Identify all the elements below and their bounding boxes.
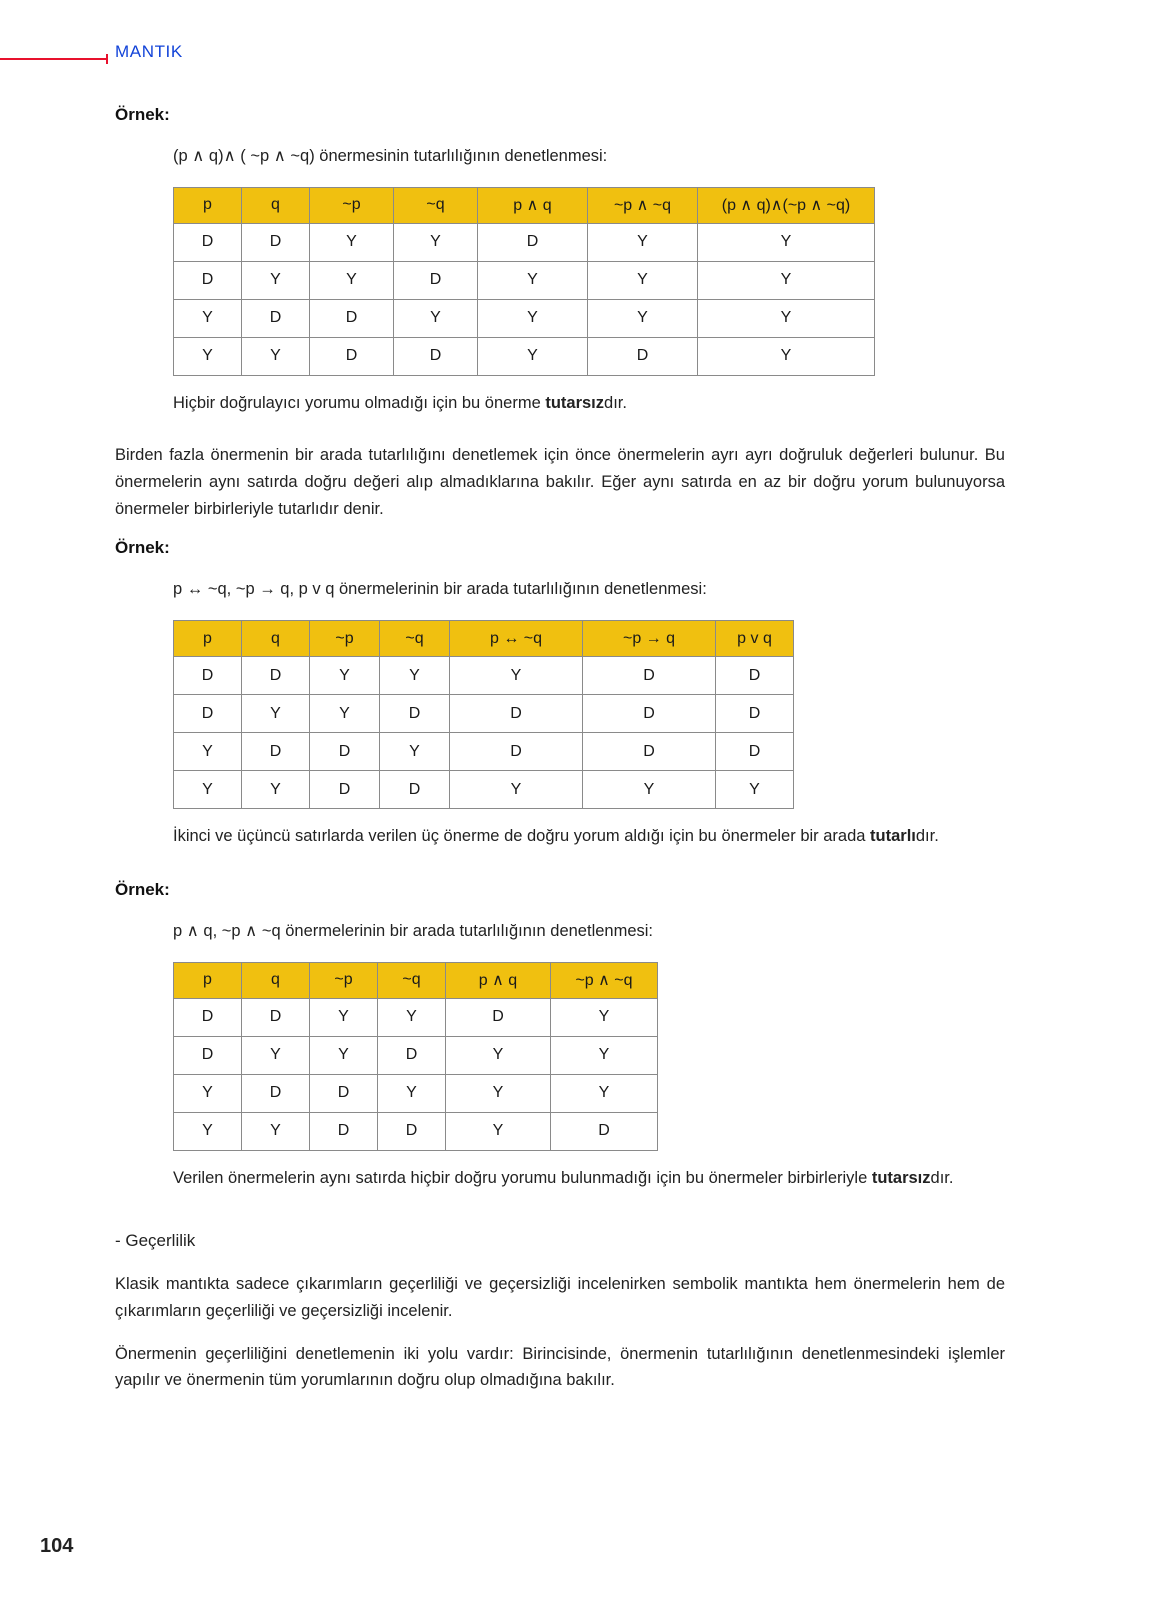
table-cell: Y bbox=[551, 998, 658, 1036]
table-cell: Y bbox=[174, 733, 242, 771]
table-row bbox=[174, 733, 794, 771]
example-2-proposition: p ↔ ~q, ~p → q, p v q önermelerinin bir arada tutarlılığının denetlenmesi: bbox=[173, 580, 707, 599]
col-header: ~q bbox=[394, 187, 478, 223]
col-header: ~q bbox=[380, 621, 450, 657]
table-header-row bbox=[174, 962, 658, 998]
table-cell: Y bbox=[310, 695, 380, 733]
col-header: ~q bbox=[378, 962, 446, 998]
table-cell: D bbox=[378, 1036, 446, 1074]
table-row bbox=[174, 337, 875, 375]
table-cell: D bbox=[310, 733, 380, 771]
table-cell: D bbox=[583, 695, 716, 733]
table-cell: D bbox=[174, 695, 242, 733]
col-header: q bbox=[242, 621, 310, 657]
table-header-row bbox=[174, 187, 875, 223]
table-cell: Y bbox=[446, 1074, 551, 1112]
table-cell: D bbox=[310, 299, 394, 337]
col-header: ~p ∧ ~q bbox=[588, 187, 698, 223]
example-2-label: Örnek: bbox=[115, 538, 170, 558]
table-cell: Y bbox=[698, 337, 875, 375]
table-row bbox=[174, 998, 658, 1036]
example-1-label: Örnek: bbox=[115, 105, 170, 124]
table-cell: Y bbox=[310, 1036, 378, 1074]
page-running-header bbox=[0, 42, 1152, 76]
truth-table-1-body bbox=[174, 223, 875, 375]
note-text-prefix: Hiçbir doğrulayıcı yorumu olmadığı için bu önerme bbox=[173, 393, 546, 412]
col-header: q bbox=[242, 962, 310, 998]
table-cell: Y bbox=[698, 261, 875, 299]
example-1-note bbox=[173, 390, 1005, 416]
gecerlilik-paragraph-2: Önermenin geçerliliğini denetlemenin iki yolu vardır: Birincisinde, önermenin tutarlılığının denetlenmesindeki işlemler yapılır ve önermenin tüm yorumlarının doğru olup olmadığına bakılır. bbox=[115, 1344, 1005, 1390]
table-row bbox=[174, 771, 794, 809]
note-text-bold: tutarlı bbox=[870, 827, 916, 846]
truth-table-1 bbox=[173, 187, 875, 376]
table-cell: Y bbox=[174, 1074, 242, 1112]
example-3-proposition: p ∧ q, ~p ∧ ~q önermelerinin bir arada tutarlılığının denetlenmesi: bbox=[173, 921, 654, 940]
table-cell: D bbox=[242, 657, 310, 695]
table-cell: D bbox=[380, 771, 450, 809]
table-cell: Y bbox=[446, 1036, 551, 1074]
table-cell: D bbox=[394, 261, 478, 299]
table-cell: D bbox=[242, 998, 310, 1036]
table-cell: Y bbox=[551, 1074, 658, 1112]
table-cell: Y bbox=[583, 771, 716, 809]
note-text-prefix: İkinci ve üçüncü satırlarda verilen üç önerme de doğru yorum aldığı için bu önermeler bir arada bbox=[173, 827, 871, 846]
col-header: q bbox=[242, 187, 310, 223]
col-header: p v q bbox=[716, 621, 794, 657]
table-cell: Y bbox=[478, 299, 588, 337]
col-header: (p ∧ q)∧(~p ∧ ~q) bbox=[698, 187, 875, 223]
table-row bbox=[174, 1036, 658, 1074]
col-header: ~p bbox=[310, 962, 378, 998]
table-row bbox=[174, 1112, 658, 1150]
table-cell: D bbox=[450, 695, 583, 733]
table-cell: Y bbox=[310, 998, 378, 1036]
table-cell: Y bbox=[380, 657, 450, 695]
table-cell: Y bbox=[174, 771, 242, 809]
note-text-bold: tutarsız bbox=[871, 1168, 931, 1187]
table-cell: Y bbox=[450, 771, 583, 809]
table-cell: Y bbox=[174, 299, 242, 337]
table-cell: D bbox=[242, 223, 310, 261]
table-row bbox=[174, 223, 875, 261]
note-text-suffix: dır. bbox=[915, 827, 939, 846]
table-cell: D bbox=[583, 657, 716, 695]
table-cell: D bbox=[174, 657, 242, 695]
table-cell: D bbox=[242, 299, 310, 337]
table-cell: D bbox=[310, 771, 380, 809]
table-cell: Y bbox=[174, 337, 242, 375]
table-cell: Y bbox=[242, 261, 310, 299]
table-cell: Y bbox=[478, 261, 588, 299]
intro-paragraph: Birden fazla önermenin bir arada tutarlılığını denetlemek için önce önermelerin ayrı ayrı doğruluk değerleri bulunur. Bu önermelerin aynı satırda doğru değeri alıp almadıklarına bakılır. Eğer aynı satırda en az bir doğru yorum bulunuyorsa önermeler birbirleriyle tutarlıdır denir. bbox=[115, 446, 1005, 518]
table-cell: D bbox=[310, 1112, 378, 1150]
truth-table-2 bbox=[173, 620, 794, 809]
example-2-note bbox=[173, 823, 1005, 849]
section-heading-gecerlilik: - Geçerlilik bbox=[115, 1231, 196, 1251]
table-cell: D bbox=[378, 1112, 446, 1150]
note-text-bold: tutarsız bbox=[545, 393, 605, 412]
table-cell: Y bbox=[310, 657, 380, 695]
table-cell: D bbox=[242, 733, 310, 771]
table-cell: D bbox=[310, 1074, 378, 1112]
table-cell: D bbox=[478, 223, 588, 261]
table-cell: Y bbox=[698, 223, 875, 261]
table-row bbox=[174, 657, 794, 695]
truth-table-2-body bbox=[174, 657, 794, 809]
table-cell: Y bbox=[378, 1074, 446, 1112]
table-cell: Y bbox=[242, 337, 310, 375]
table-cell: D bbox=[716, 733, 794, 771]
example-2-block bbox=[173, 578, 1005, 849]
page-content bbox=[115, 105, 1005, 1410]
example-3-label: Örnek: bbox=[115, 879, 170, 899]
table-cell: Y bbox=[394, 299, 478, 337]
table-cell: D bbox=[394, 337, 478, 375]
table-row bbox=[174, 1074, 658, 1112]
table-cell: D bbox=[716, 695, 794, 733]
col-header: p bbox=[174, 962, 242, 998]
table-cell: D bbox=[551, 1112, 658, 1150]
example-3-block bbox=[173, 920, 1005, 1191]
truth-table-3-body bbox=[174, 998, 658, 1150]
table-cell: Y bbox=[310, 261, 394, 299]
table-cell: Y bbox=[242, 771, 310, 809]
table-cell: D bbox=[588, 337, 698, 375]
col-header: ~p ∧ ~q bbox=[551, 962, 658, 998]
table-cell: Y bbox=[551, 1036, 658, 1074]
table-cell: Y bbox=[310, 223, 394, 261]
example-3-note bbox=[173, 1165, 1005, 1191]
table-cell: Y bbox=[588, 223, 698, 261]
note-text-suffix: dır. bbox=[930, 1168, 954, 1187]
table-cell: D bbox=[174, 998, 242, 1036]
table-cell: D bbox=[380, 695, 450, 733]
col-header: ~p → q bbox=[583, 621, 716, 657]
table-cell: Y bbox=[242, 695, 310, 733]
col-header: ~p bbox=[310, 187, 394, 223]
table-cell: D bbox=[716, 657, 794, 695]
table-cell: Y bbox=[450, 657, 583, 695]
example-1-block bbox=[173, 145, 1005, 416]
col-header: p ∧ q bbox=[478, 187, 588, 223]
table-cell: Y bbox=[588, 299, 698, 337]
table-cell: D bbox=[174, 1036, 242, 1074]
note-text-suffix: dır. bbox=[604, 393, 627, 412]
gecerlilik-paragraph-1: Klasik mantıkta sadece çıkarımların geçerliliği ve geçersizliği incelenirken sembolik mantıkta hem önermelerin hem de çıkarımların geçerliliği ve geçersizliği incelenir. bbox=[115, 1275, 1005, 1320]
table-cell: Y bbox=[588, 261, 698, 299]
table-cell: Y bbox=[378, 998, 446, 1036]
truth-table-3 bbox=[173, 962, 658, 1151]
table-cell: Y bbox=[242, 1112, 310, 1150]
table-row bbox=[174, 695, 794, 733]
example-1-proposition: (p ∧ q)∧ ( ~p ∧ ~q) önermesinin tutarlılığının denetlenmesi: bbox=[173, 147, 608, 165]
table-cell: Y bbox=[446, 1112, 551, 1150]
table-cell: D bbox=[174, 261, 242, 299]
table-cell: Y bbox=[242, 1036, 310, 1074]
note-text-prefix: Verilen önermelerin aynı satırda hiçbir doğru yorumu bulunmadığı için bu önermeler birbirleriyle bbox=[173, 1168, 872, 1187]
table-cell: Y bbox=[394, 223, 478, 261]
table-cell: Y bbox=[380, 733, 450, 771]
table-cell: D bbox=[450, 733, 583, 771]
col-header: ~p bbox=[310, 621, 380, 657]
col-header: p bbox=[174, 187, 242, 223]
table-cell: D bbox=[242, 1074, 310, 1112]
header-rule-decoration bbox=[0, 58, 108, 60]
table-row bbox=[174, 299, 875, 337]
table-cell: Y bbox=[716, 771, 794, 809]
col-header: p ↔ ~q bbox=[450, 621, 583, 657]
table-cell: Y bbox=[478, 337, 588, 375]
table-cell: Y bbox=[698, 299, 875, 337]
table-cell: D bbox=[446, 998, 551, 1036]
page-number: 104 bbox=[40, 1535, 74, 1557]
table-cell: D bbox=[583, 733, 716, 771]
header-title: MANTIK bbox=[115, 42, 183, 61]
table-cell: D bbox=[174, 223, 242, 261]
table-header-row bbox=[174, 621, 794, 657]
table-cell: D bbox=[310, 337, 394, 375]
table-row bbox=[174, 261, 875, 299]
table-cell: Y bbox=[174, 1112, 242, 1150]
col-header: p bbox=[174, 621, 242, 657]
col-header: p ∧ q bbox=[446, 962, 551, 998]
